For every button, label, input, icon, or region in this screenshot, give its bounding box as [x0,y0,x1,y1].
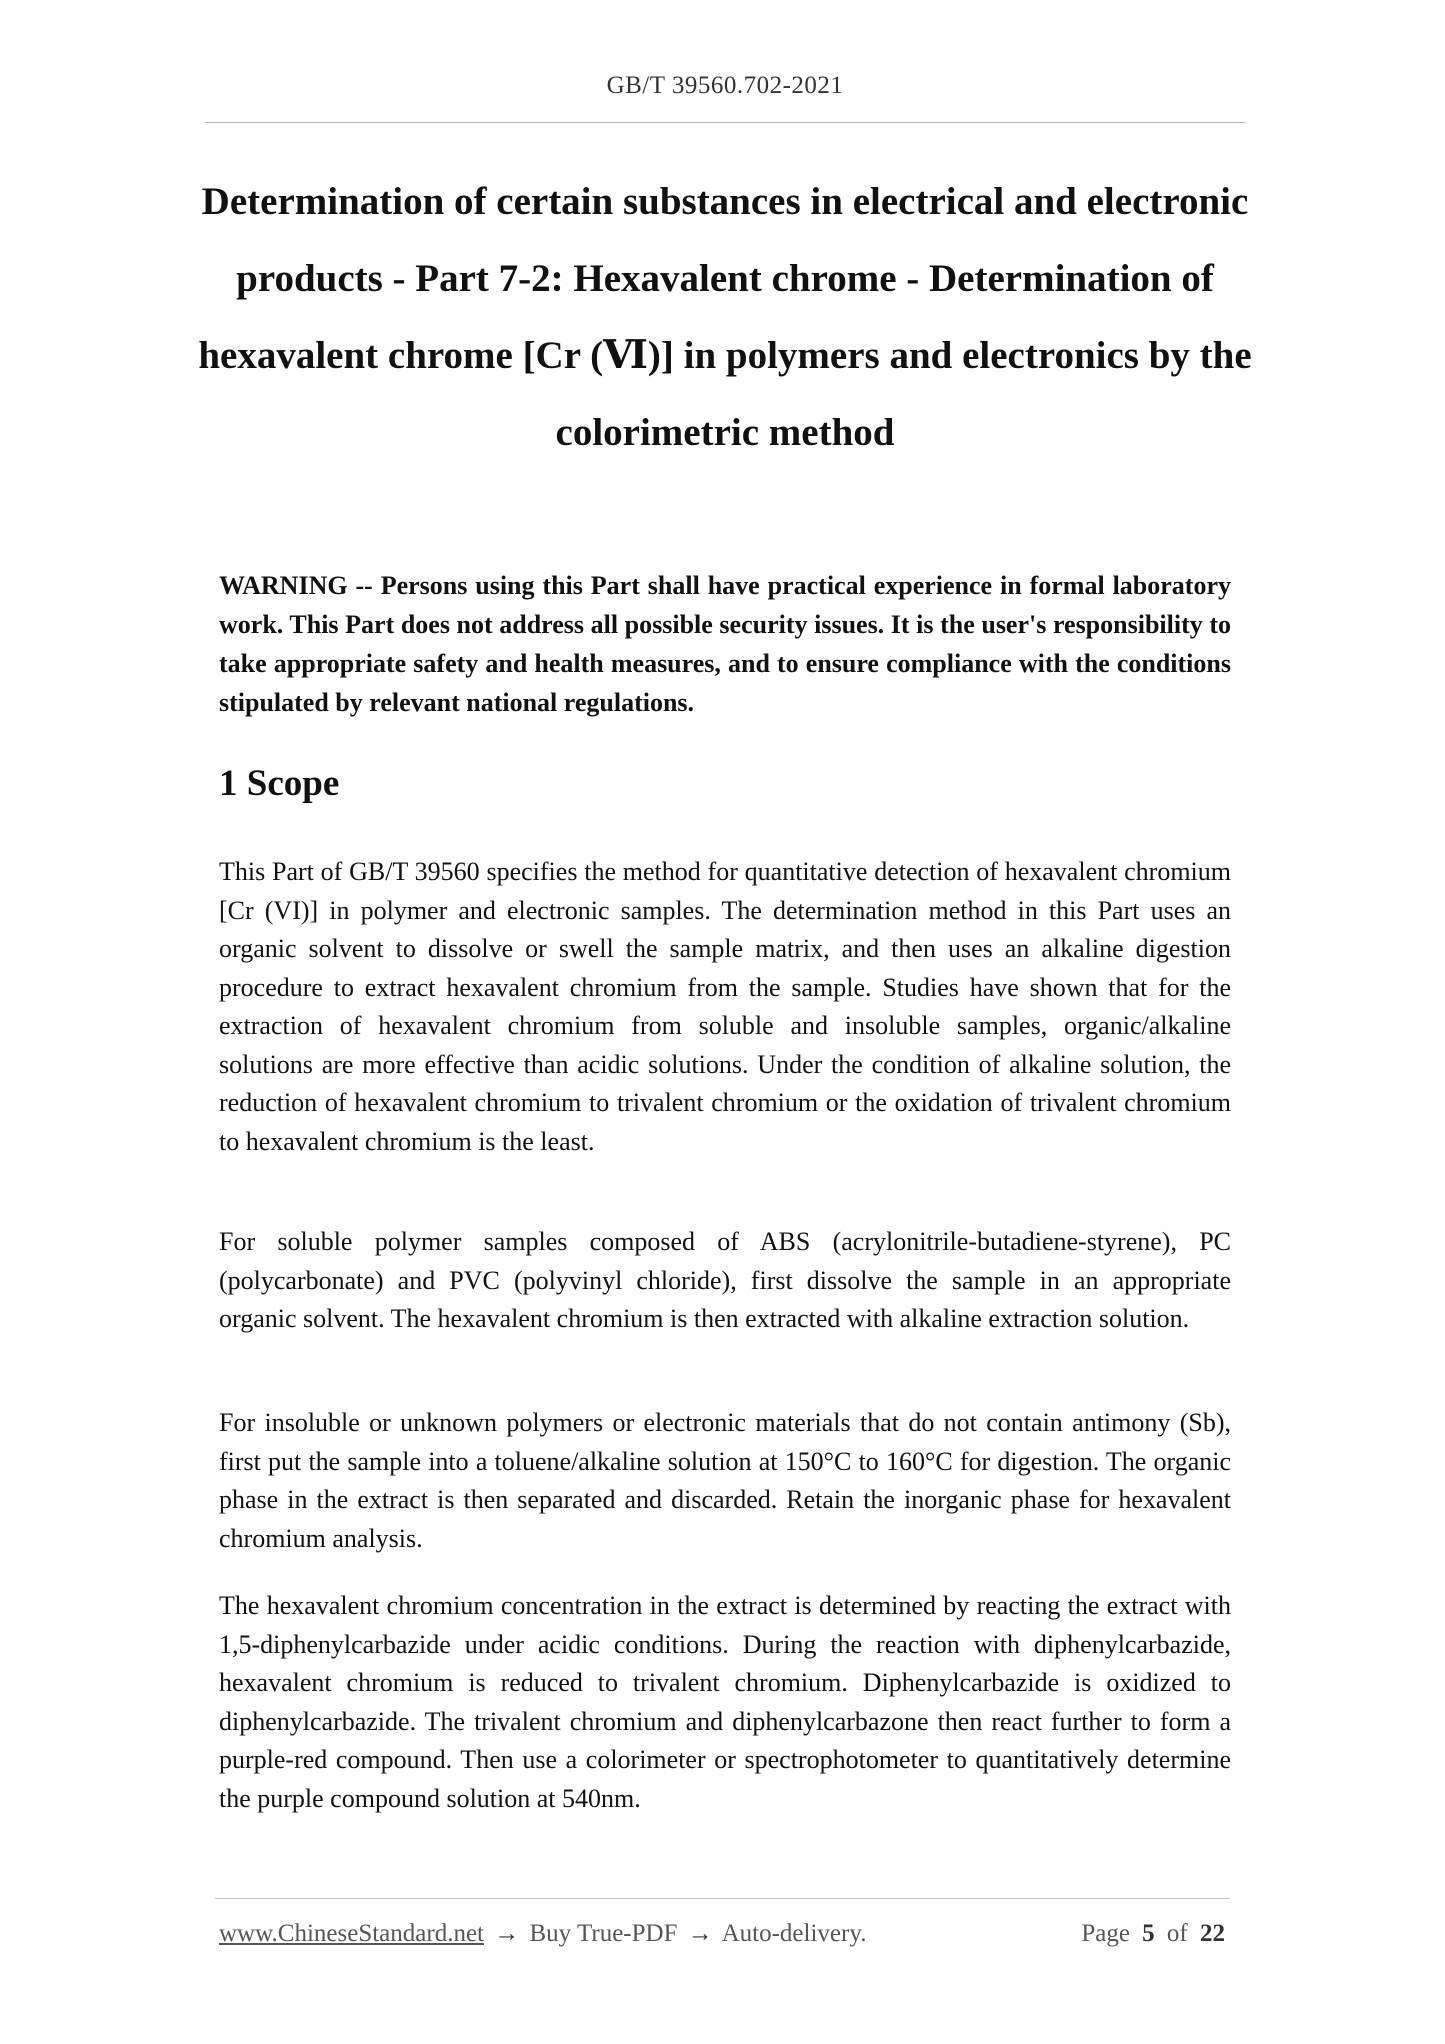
arrow-right-icon: → [494,1920,520,1947]
header-divider [205,122,1245,123]
current-page-number: 5 [1142,1920,1155,1947]
page-indicator [1081,1920,1231,1948]
page-footer [219,1920,1231,1956]
total-page-number: 22 [1200,1920,1225,1947]
page-label: Page [1081,1920,1130,1947]
footer-divider [215,1898,1230,1899]
footer-promo [219,1920,866,1948]
scope-paragraph: This Part of GB/T 39560 specifies the method for quantitative detection of hexavalent chromium [Cr (VI)] in polymer and electronic samples. The determination method in this Part uses an organic solvent to dissolve or swell the sample matrix, and then uses an alkaline digestion procedure to extract hexavalent chromium from the sample. Studies have shown that for the extraction of hexavalent chromium from soluble and insoluble samples, organic/alkaline solutions are more effective than acidic solutions. Under the condition of alkaline solution, the reduction of hexavalent chromium to trivalent chromium or the oxidation of trivalent chromium to hexavalent chromium is the least. [219,857,1231,1156]
page-of-label: of [1166,1920,1188,1947]
running-header: GB/T 39560.702-2021 [606,72,844,99]
scope-paragraph: For insoluble or unknown polymers or electronic materials that do not contain antimony (Sb), first put the sample into a toluene/alkaline solution at 150°C to 160°C for digestion. The organic phase in the extract is then separated and discarded. Retain the inorganic phase for hexavalent chromium analysis. [219,1408,1231,1553]
arrow-right-icon: → [687,1920,713,1947]
site-link[interactable]: www.ChineseStandard.net [219,1920,484,1947]
scope-paragraph: The hexavalent chromium concentration in the extract is determined by reacting the extract with 1,5-diphenylcarbazide under acidic conditions. During the reaction with diphenylcarbazide, hexavalent chromium is reduced to trivalent chromium. Diphenylcarbazide is oxidized to diphenylcarbazide. The trivalent chromium and diphenylcarbazone then react further to form a purple-red compound. Then use a colorimeter or spectrophotometer to quantitatively determine the purple compound solution at 540nm. [219,1591,1231,1813]
section-heading-scope: 1 Scope [219,763,340,804]
warning-notice: WARNING -- Persons using this Part shall have practical experience in formal laboratory work. This Part does not address all possible security issues. It is the user's responsibility to take appropriate safety and health measures, and to ensure compliance with the conditions stipulated by relevant national regulations. [219,571,1231,717]
buy-pdf-text: Buy True-PDF [529,1920,678,1947]
document-title: Determination of certain substances in electrical and electronic products - Part 7-2: Hexavalent chrome - Determination of hexavalent chrome [Cr (Ⅵ)] in polymers and electronics by the colorimetric method [198,180,1252,454]
scope-paragraph: For soluble polymer samples composed of ABS (acrylonitrile-butadiene-styrene), PC (polycarbonate) and PVC (polyvinyl chloride), first dissolve the sample in an appropriate organic solvent. The hexavalent chromium is then extracted with alkaline extraction solution. [219,1227,1231,1333]
auto-delivery-text: Auto-delivery. [721,1920,867,1947]
